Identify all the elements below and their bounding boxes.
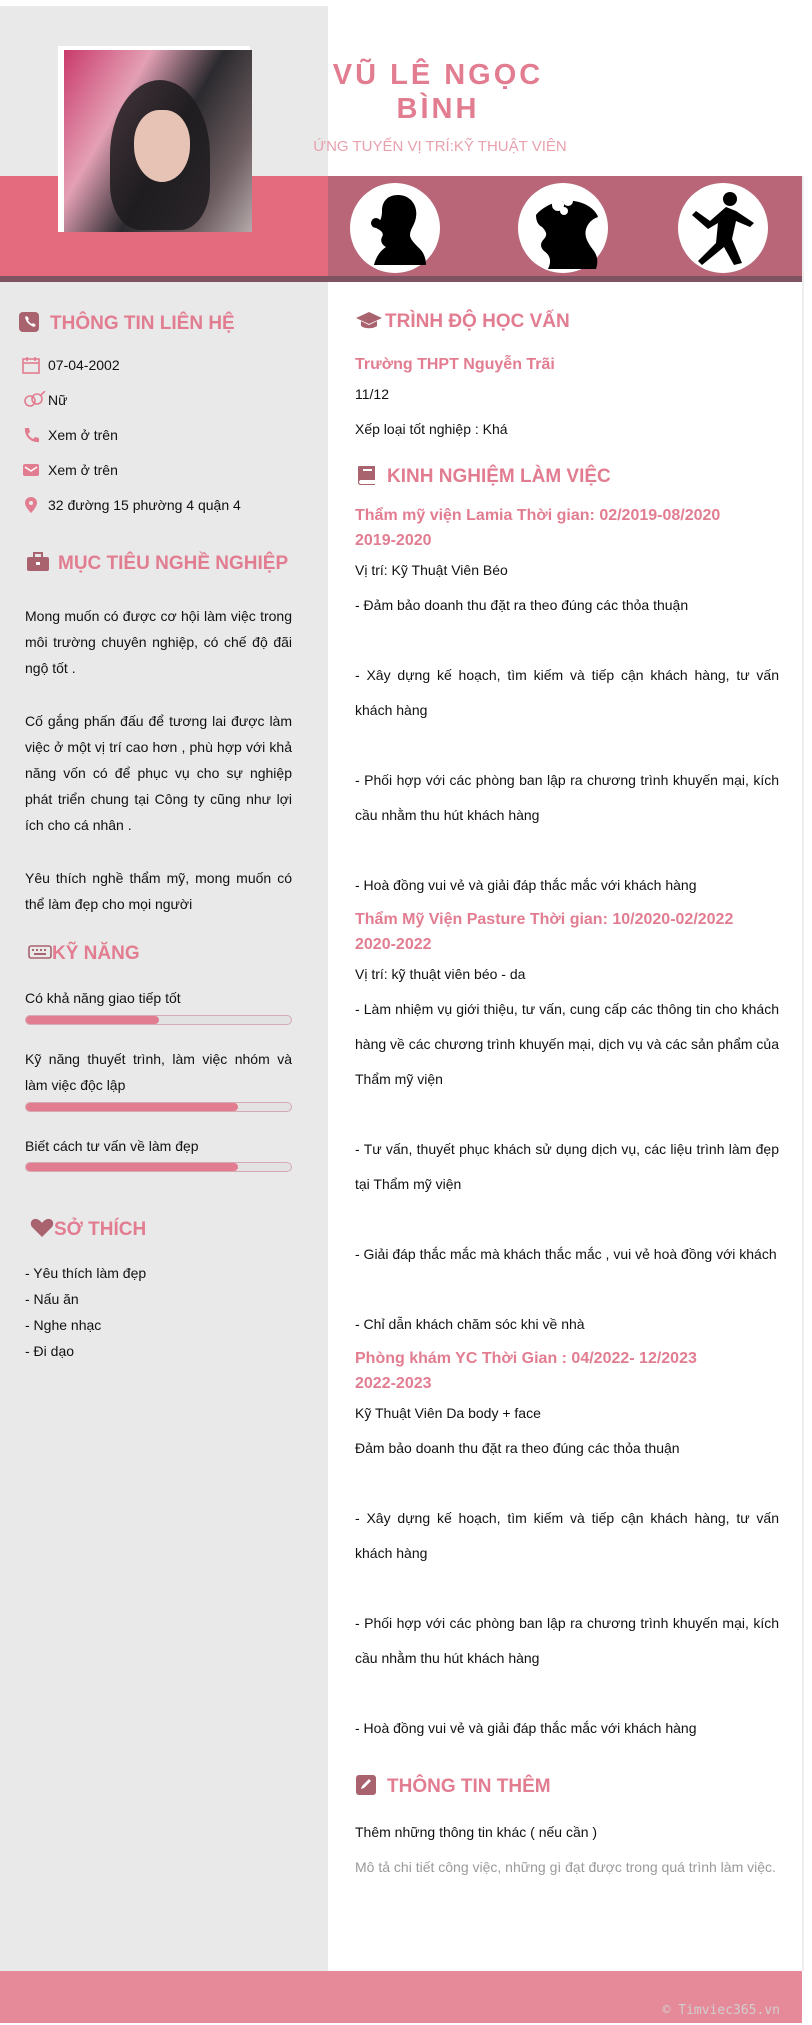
experience-line	[355, 1571, 779, 1606]
education-section-title: TRÌNH ĐỘ HỌC VẤN	[355, 310, 570, 333]
contact-phone: Xem ở trên	[22, 426, 118, 444]
experience-section-title: KINH NGHIỆM LÀM VIỆC	[355, 465, 611, 488]
graduation-ranking: Xếp loại tốt nghiệp : Khá	[355, 421, 508, 437]
avatar	[64, 50, 252, 232]
skill-label: Biết cách tư vấn về làm đẹp	[25, 1138, 199, 1154]
skill-label: Có khả năng giao tiếp tốt	[25, 990, 181, 1006]
experience-org: Thẩm mỹ viện Lamia Thời gian: 02/2019-08/2020	[355, 507, 721, 524]
experience-item	[355, 1346, 779, 1746]
objective-paragraph: Yêu thích nghề thẩm mỹ, mong muốn có thể làm đẹp cho mọi người	[25, 870, 292, 912]
school-name: Trường THPT Nguyễn Trãi	[355, 356, 555, 373]
experience-line	[355, 623, 779, 658]
experience-line: Đảm bảo doanh thu đặt ra theo đúng các thỏa thuận	[355, 1440, 680, 1456]
experience-line: Vị trí: Kỹ Thuật Viên Béo	[355, 562, 508, 578]
experience-line: - Phối hợp với các phòng ban lập ra chương trình khuyến mại, kích cầu nhằm thu hút khách hàng	[355, 772, 779, 823]
hobby-item: - Nghe nhạc	[25, 1317, 102, 1333]
experience-line	[355, 1202, 779, 1237]
edit-icon	[355, 1775, 379, 1795]
email-icon	[22, 461, 40, 479]
hobbies-section-title: SỞ THÍCH	[30, 1218, 146, 1241]
contact-section-title: THÔNG TIN LIÊN HỆ	[18, 312, 235, 335]
phone-box-icon	[18, 312, 42, 332]
experience-line: - Chỉ dẫn khách chăm sóc khi về nhà	[355, 1316, 585, 1332]
education-body	[355, 352, 779, 447]
experience-item	[355, 503, 779, 903]
experience-line	[355, 728, 779, 763]
additional-description: Mô tả chi tiết công việc, những gì đạt được trong quá trình làm việc.	[355, 1859, 776, 1875]
experience-line	[355, 1676, 779, 1711]
location-icon	[22, 496, 40, 514]
school-grade: 11/12	[355, 386, 389, 402]
header-rule	[0, 276, 802, 282]
silhouette-kiss-icon	[350, 183, 440, 273]
phone-icon	[22, 426, 40, 444]
additional-line: Thêm những thông tin khác ( nếu cần )	[355, 1824, 598, 1840]
experience-line: - Xây dựng kế hoạch, tìm kiếm và tiếp cận khách hàng, tư vấn khách hàng	[355, 667, 779, 718]
silhouette-flower-hat-icon	[518, 183, 608, 273]
skill-bar-fill	[26, 1103, 238, 1111]
candidate-name	[318, 58, 558, 126]
additional-body	[355, 1815, 779, 1885]
applied-position: ỨNG TUYỂN VỊ TRÍ:KỸ THUẬT VIÊN	[313, 138, 567, 155]
skill-bar	[25, 1102, 292, 1112]
page-edge	[802, 176, 804, 1971]
hobby-item: - Đi dạo	[25, 1343, 75, 1359]
experience-line	[355, 1272, 779, 1307]
briefcase-icon	[26, 552, 50, 572]
contact-email: Xem ở trên	[22, 461, 118, 479]
experience-line	[355, 1466, 779, 1501]
objective-section-title: MỤC TIÊU NGHỀ NGHIỆP	[26, 552, 288, 575]
skill-bar	[25, 1015, 292, 1025]
experience-org: Thẩm Mỹ Viện Pasture Thời gian: 10/2020-02/2022	[355, 911, 734, 928]
experience-line: - Làm nhiệm vụ giới thiệu, tư vấn, cung cấp các thông tin cho khách hàng về các chương trình khuyến mại, dịch vụ và các sản phẩm của Thẩm mỹ viện	[355, 1001, 780, 1087]
skill-bar	[25, 1162, 292, 1172]
contact-birthdate: 07-04-2002	[22, 356, 120, 374]
experience-years: 2020-2022	[355, 936, 432, 953]
skill-label: Kỹ năng thuyết trình, làm việc nhóm và làm việc độc lập	[25, 1051, 292, 1093]
experience-line: - Hoà đồng vui vẻ và giải đáp thắc mắc với khách hàng	[355, 1720, 697, 1736]
experience-years: 2022-2023	[355, 1375, 432, 1392]
skill-bar-fill	[26, 1163, 238, 1171]
hobby-item: - Nấu ăn	[25, 1291, 79, 1307]
keyboard-icon	[28, 942, 52, 962]
silhouette-dancer-icon	[678, 183, 768, 273]
contact-gender: Nữ	[22, 391, 67, 409]
watermark: © Timviec365.vn	[662, 2003, 780, 2018]
name-line-2: BÌNH	[396, 93, 480, 125]
experience-line	[355, 1097, 779, 1132]
experience-list	[355, 503, 779, 1750]
experience-line: Vị trí: kỹ thuật viên béo - da	[355, 966, 526, 982]
experience-line: Kỹ Thuật Viên Da body + face	[355, 1405, 541, 1421]
objective-paragraph: Cố gắng phấn đấu để tương lai được làm việc ở một vị trí cao hơn , phù hợp với khả năng vốn có để phục vụ cho sự nghiệp phát triển chung tại Công ty cũng như lợi ích cho cá nhân .	[25, 713, 292, 833]
graduation-cap-icon	[355, 310, 383, 330]
experience-line: - Đảm bảo doanh thu đặt ra theo đúng các thỏa thuận	[355, 597, 689, 613]
contact-address: 32 đường 15 phường 4 quận 4	[22, 496, 241, 514]
heart-icon	[30, 1218, 54, 1238]
hobby-item: - Yêu thích làm đẹp	[25, 1265, 147, 1281]
experience-line: - Xây dựng kế hoạch, tìm kiếm và tiếp cận khách hàng, tư vấn khách hàng	[355, 1510, 779, 1561]
objective-paragraph: Mong muốn có được cơ hội làm việc trong môi trường chuyên nghiệp, có chế độ đãi ngộ tốt .	[25, 608, 292, 676]
gender-icon	[22, 391, 40, 409]
experience-line: - Phối hợp với các phòng ban lập ra chương trình khuyến mại, kích cầu nhằm thu hút khách hàng	[355, 1615, 779, 1666]
experience-line: - Tư vấn, thuyết phục khách sử dụng dịch vụ, các liệu trình làm đẹp tại Thẩm mỹ viện	[355, 1141, 779, 1192]
skills-section-title: KỸ NĂNG	[28, 942, 140, 965]
skill-bar-fill	[26, 1016, 159, 1024]
experience-line: - Hoà đồng vui vẻ và giải đáp thắc mắc với khách hàng	[355, 877, 697, 893]
experience-item	[355, 907, 779, 1342]
experience-line	[355, 833, 779, 868]
experience-years: 2019-2020	[355, 532, 432, 549]
name-line-1: VŨ LÊ NGỌC	[332, 59, 544, 91]
calendar-icon	[22, 356, 40, 374]
experience-org: Phòng khám YC Thời Gian : 04/2022- 12/2023	[355, 1350, 697, 1367]
experience-line: - Giải đáp thắc mắc mà khách thắc mắc , vui vẻ hoà đồng với khách	[355, 1246, 777, 1262]
additional-section-title: THÔNG TIN THÊM	[355, 1775, 551, 1798]
book-icon	[355, 465, 379, 485]
